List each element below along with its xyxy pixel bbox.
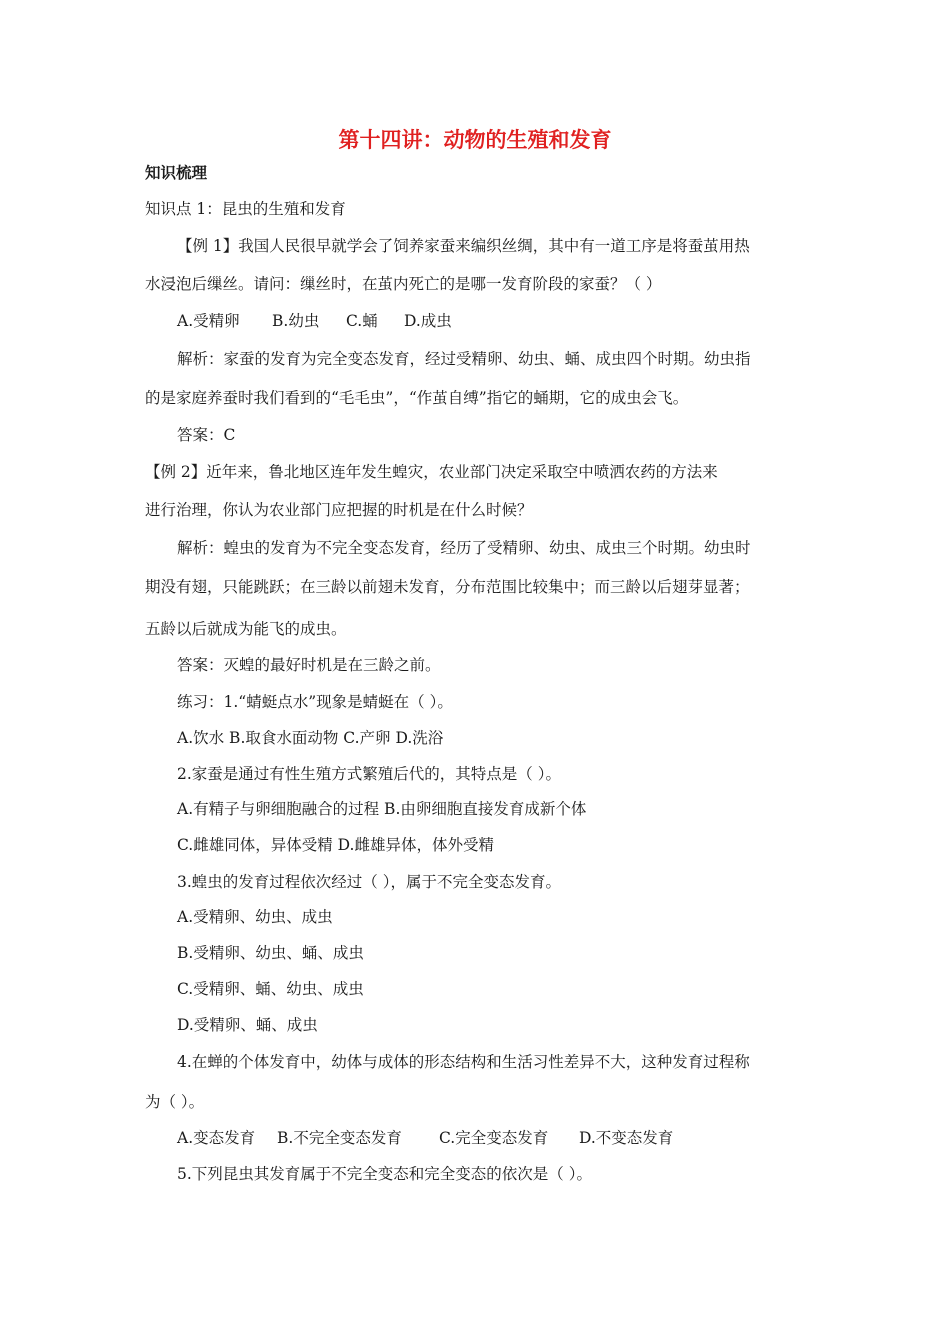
exercise-4-option-a: A.变态发育 [177,1129,256,1147]
exercise-1-options: A.饮水 B.取食水面动物 C.产卵 D.洗浴 [177,729,444,747]
exercise-4-line-2: 为（ ）。 [145,1093,205,1111]
exercise-4-option-d: D.不变态发育 [579,1129,674,1147]
example-1-option-a: A.受精卵 [177,312,240,330]
example-2-analysis-line-1: 解析：蝗虫的发育为不完全变态发育，经历了受精卵、幼虫、成虫三个时期。幼虫时 [177,539,751,557]
exercise-4-options [177,1128,673,1148]
example-2-line-2: 进行治理，你认为农业部门应把握的时机是在什么时候？ [145,501,533,519]
example-2-analysis-line-3: 五龄以后就成为能飞的成虫。 [145,620,347,638]
example-1-answer: 答案：C [177,426,236,444]
example-1-analysis-line-1: 解析：家蚕的发育为完全变态发育，经过受精卵、幼虫、蛹、成虫四个时期。幼虫指 [177,350,751,368]
example-1-line-1: 【例 1】我国人民很早就学会了饲养家蚕来编织丝绸，其中有一道工序是将蚕茧用热 [177,237,750,255]
exercise-3-option-c: C.受精卵、蛹、幼虫、成虫 [177,980,364,998]
example-2-line-1: 【例 2】近年来，鲁北地区连年发生蝗灾，农业部门决定采取空中喷洒农药的方法来 [145,463,718,481]
example-1-line-2: 水浸泡后缫丝。请问：缫丝时，在茧内死亡的是哪一发育阶段的家蚕？（ ） [145,275,662,293]
exercise-4-line-1: 4.在蝉的个体发育中，幼体与成体的形态结构和生活习性差异不大，这种发育过程称 [177,1053,750,1071]
exercise-3: 3.蝗虫的发育过程依次经过（ ），属于不完全变态发育。 [177,873,561,891]
exercise-5: 5.下列昆虫其发育属于不完全变态和完全变态的依次是（ ）。 [177,1165,592,1183]
exercise-3-option-a: A.受精卵、幼虫、成虫 [177,908,333,926]
example-2-answer: 答案：灭蝗的最好时机是在三龄之前。 [177,656,441,674]
exercise-4-option-c: C.完全变态发育 [439,1129,549,1147]
exercise-2-options-cd: C.雌雄同体，异体受精 D.雌雄异体，体外受精 [177,836,494,854]
exercise-1: 练习：1.“蜻蜓点水”现象是蜻蜓在（ ）。 [177,693,453,711]
exercise-3-option-b: B.受精卵、幼虫、蛹、成虫 [177,944,364,962]
example-1-option-b: B.幼虫 [272,312,320,330]
exercise-4-option-b: B.不完全变态发育 [277,1129,402,1147]
exercise-2-options-ab: A.有精子与卵细胞融合的过程 B.由卵细胞直接发育成新个体 [177,800,587,818]
page-title: 第十四讲：动物的生殖和发育 [338,128,612,152]
example-1-option-d: D.成虫 [404,312,452,330]
exercise-3-option-d: D.受精卵、蛹、成虫 [177,1016,318,1034]
example-1-options [177,311,452,331]
example-1-option-c: C.蛹 [346,312,378,330]
section-heading: 知识梳理 [145,164,208,182]
example-1-analysis-line-2: 的是家庭养蚕时我们看到的“毛毛虫”，“作茧自缚”指它的蛹期，它的成虫会飞。 [145,389,689,407]
knowledge-point-1: 知识点 1：昆虫的生殖和发育 [145,200,346,218]
exercise-2: 2.家蚕是通过有性生殖方式繁殖后代的，其特点是（ ）。 [177,765,561,783]
example-2-analysis-line-2: 期没有翅，只能跳跃；在三龄以前翅未发育，分布范围比较集中；而三龄以后翅芽显著； [145,578,750,596]
